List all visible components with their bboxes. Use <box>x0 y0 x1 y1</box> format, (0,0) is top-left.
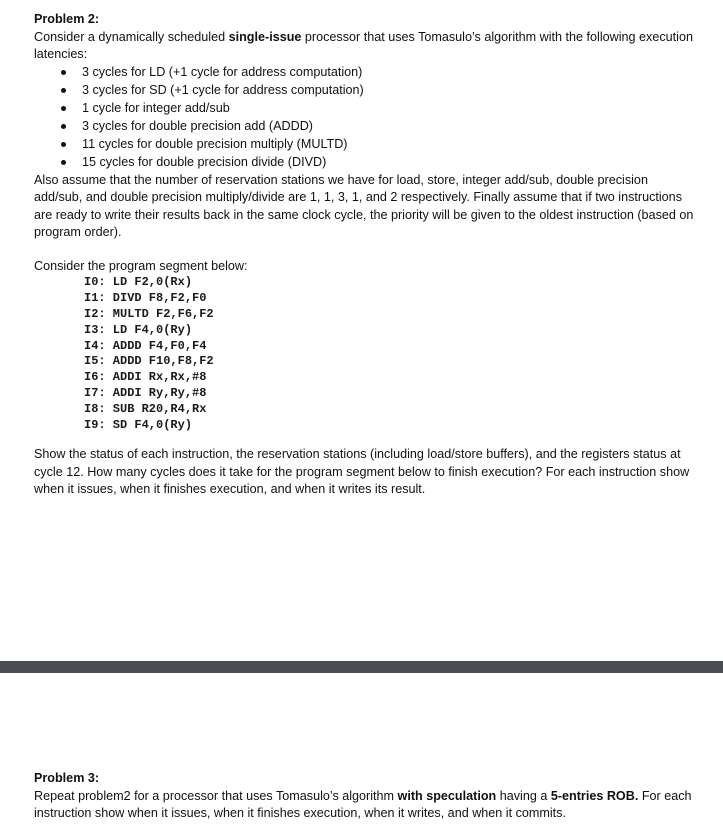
list-item <box>61 82 694 100</box>
code-line: I7: ADDI Ry,Ry,#8 <box>84 386 207 401</box>
code-line: I8: SUB R20,R4,Rx <box>84 402 207 417</box>
code-line: I5: ADDD F10,F8,F2 <box>84 354 214 369</box>
list-item <box>61 64 694 82</box>
bullet-icon <box>61 160 66 165</box>
spacer <box>34 242 694 258</box>
bullet-icon <box>61 88 66 93</box>
page-divider <box>0 661 723 673</box>
problem-3-section <box>34 770 694 823</box>
code-line: I6: ADDI Rx,Rx,#8 <box>84 370 207 385</box>
p3-text-bold-rob: 5-entries ROB. <box>550 788 639 803</box>
latency-text: 3 cycles for double precision add (ADDD) <box>82 118 313 133</box>
question-text: Show the status of each instruction, the reservation stations (including load/store buffers), and the registers status at cycle 12. How many cycles does it take for the program segment below to finish execution? For each instruction show when it issues, when it finishes execution, and when it writes its result. <box>34 447 690 496</box>
latency-text: 3 cycles for SD (+1 cycle for address computation) <box>82 82 364 97</box>
latency-text: 11 cycles for double precision multiply (MULTD) <box>82 136 348 151</box>
intro-text-after: processor that uses Tomasulo’s algorithm with the following execution latencies: <box>34 29 693 61</box>
latency-list <box>34 64 694 172</box>
program-code-block <box>34 275 694 434</box>
latency-text: 1 cycle for integer add/sub <box>82 100 230 115</box>
question-paragraph <box>34 446 694 499</box>
code-line: I2: MULTD F2,F6,F2 <box>84 306 214 321</box>
p3-text-after: For each instruction show when it issues, when it finishes execution, when it writes, and when it commits. <box>34 788 692 820</box>
p3-text-bold-speculation: with speculation <box>397 788 497 803</box>
code-line: I0: LD F2,0(Rx) <box>84 275 193 289</box>
code-line: I3: LD F4,0(Ry) <box>84 322 193 337</box>
list-item <box>61 100 694 118</box>
bullet-icon <box>61 70 66 75</box>
intro-text-bold: single-issue <box>228 29 302 44</box>
problem-3-title: Problem 3: <box>34 771 100 785</box>
bullet-icon <box>61 124 66 129</box>
code-line: I9: SD F4,0(Ry) <box>84 418 193 433</box>
code-line: I4: ADDD F4,F0,F4 <box>84 338 207 353</box>
p3-text-middle: having a <box>496 788 551 803</box>
segment-intro: Consider the program segment below: <box>34 258 248 273</box>
intro-text-before: Consider a dynamically scheduled <box>34 29 229 44</box>
code-line: I1: DIVD F8,F2,F0 <box>84 290 207 305</box>
list-item <box>61 154 694 172</box>
list-item <box>61 118 694 136</box>
latency-text: 15 cycles for double precision divide (DIVD) <box>82 154 327 169</box>
list-item <box>61 136 694 154</box>
assumption-paragraph: Also assume that the number of reservation stations we have for load, store, integer add/sub, double precision add/sub, and double precision multiply/divide are 1, 1, 3, 1, and 2 respectively. Finally assume that if two instructions are ready to write their results back in the same clock cycle, the priority will be given to the oldest instruction (based on program order). <box>34 172 694 239</box>
bullet-icon <box>61 142 66 147</box>
latency-text: 3 cycles for LD (+1 cycle for address computation) <box>82 64 363 79</box>
problem-2-title: Problem 2: <box>34 12 100 26</box>
bullet-icon <box>61 106 66 111</box>
problem-3-text <box>34 788 694 823</box>
problem-2-section <box>34 11 694 434</box>
problem-2-intro <box>34 29 694 64</box>
p3-text-before: Repeat problem2 for a processor that uses Tomasulo’s algorithm <box>34 788 398 803</box>
